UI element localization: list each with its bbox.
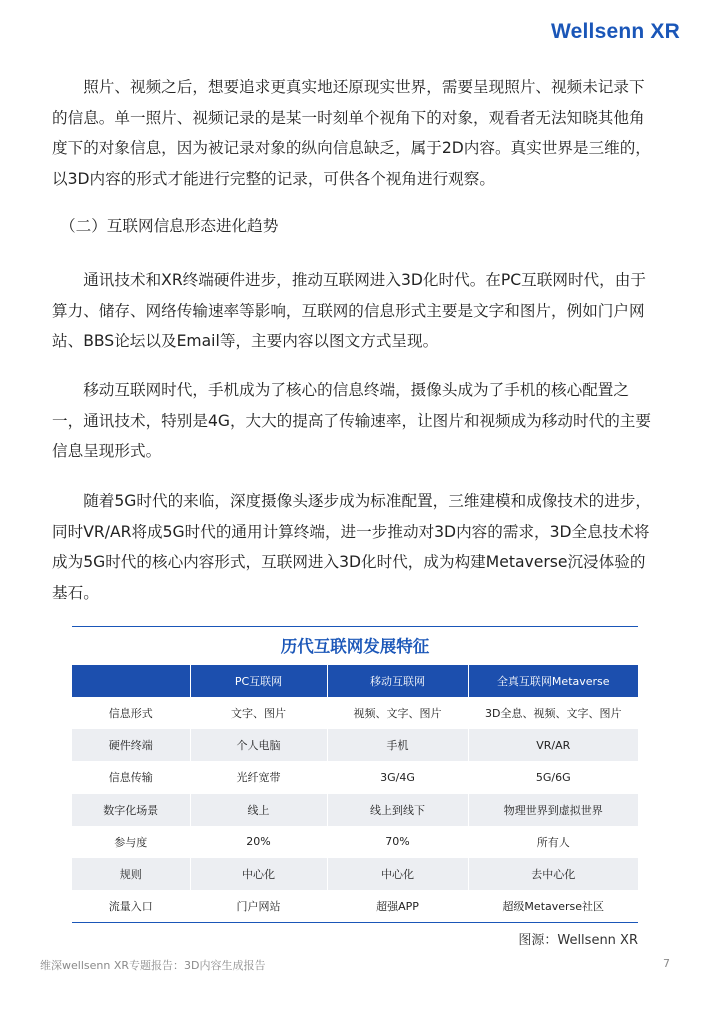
table-cell: 线上到线下 [327,794,468,826]
row-label: 规则 [72,858,190,890]
internet-evolution-table-block [72,626,638,948]
header-cell-pc: PC互联网 [190,665,327,697]
paragraph-5g-era: 随着5G时代的来临，深度摄像头逐步成为标准配置，三维建模和成像技术的进步，同时VR/AR将成5G时代的通用计算终端，进一步推动对3D内容的需求，3D全息技术将成为5G时代的核心内容形式，互联网进入3D化时代，成为构建Metaverse沉浸体验的基石。 [52,492,651,602]
table-row [72,761,638,793]
paragraph-3d-content: 照片、视频之后，想要追求更真实地还原现实世界，需要呈现照片、视频未记录下的信息。单一照片、视频记录的是某一时刻单个视角下的对象，观看者无法知晓其他角度下的对象信息，因为被记录对象的纵向信息缺乏，属于2D内容。真实世界是三维的，以3D内容的形式才能进行完整的记录，可供各个视角进行观察。 [52,78,651,188]
table-row [72,794,638,826]
table-cell: 文字、图片 [190,697,327,729]
paragraph-pc-internet: 通讯技术和XR终端硬件进步，推动互联网进入3D化时代。在PC互联网时代，由于算力、储存、网络传输速率等影响，互联网的信息形式主要是文字和图片，例如门户网站、BBS论坛以及Email等，主要内容以图文方式呈现。 [52,271,646,350]
table-cell: 超强APP [327,890,468,922]
row-label: 信息传输 [108,771,153,785]
table-cell: 手机 [327,729,468,761]
table-title: 历代互联网发展特征 [280,637,430,656]
table-row [72,729,638,761]
table-cell: 光纤宽带 [190,761,327,793]
table-cell: 个人电脑 [190,729,327,761]
header-cell-mobile: 移动互联网 [327,665,468,697]
table-cell: 70% [327,826,468,858]
row-label: 流量入口 [108,900,153,914]
row-label: 硬件终端 [72,729,190,761]
table-cell: 去中心化 [468,858,638,890]
table-cell: 所有人 [468,826,638,858]
row-label: 参与度 [114,835,148,849]
table-cell: 3D全息、视频、文字、图片 [468,697,638,729]
table-cell: 中心化 [327,858,468,890]
paragraph-mobile-internet: 移动互联网时代，手机成为了核心的信息终端，摄像头成为了手机的核心配置之一，通讯技术，特别是4G，大大的提高了传输速率，让图片和视频成为移动时代的主要信息呈现形式。 [52,381,651,460]
table-cell: 线上 [190,794,327,826]
table-cell: 中心化 [190,858,327,890]
table-row [72,858,638,890]
internet-evolution-table [72,665,638,922]
table-cell: 视频、文字、图片 [327,697,468,729]
table-cell: VR/AR [468,729,638,761]
table-row [72,890,638,922]
table-cell: 物理世界到虚拟世界 [468,794,638,826]
table-row [72,826,638,858]
table-cell: 5G/6G [468,761,638,793]
table-cell: 门户网站 [190,890,327,922]
row-label: 数字化场景 [72,794,190,826]
table-header-row [72,665,638,697]
section-heading: （二）互联网信息形态进化趋势 [60,217,279,235]
table-source: 图源：Wellsenn XR [518,933,638,949]
brand-logo: Wellsenn XR [550,20,680,43]
table-bottom-rule [72,922,638,923]
footer-report-title: 维深wellsenn XR专题报告：3D内容生成报告 [40,959,266,972]
header-cell-blank [72,665,190,697]
table-cell: 超级Metaverse社区 [468,890,638,922]
table-cell: 20% [190,826,327,858]
header-cell-metaverse: 全真互联网Metaverse [468,665,638,697]
page-number: 7 [663,957,670,970]
table-cell: 3G/4G [327,761,468,793]
table-row [72,697,638,729]
row-label: 信息形式 [108,707,153,721]
